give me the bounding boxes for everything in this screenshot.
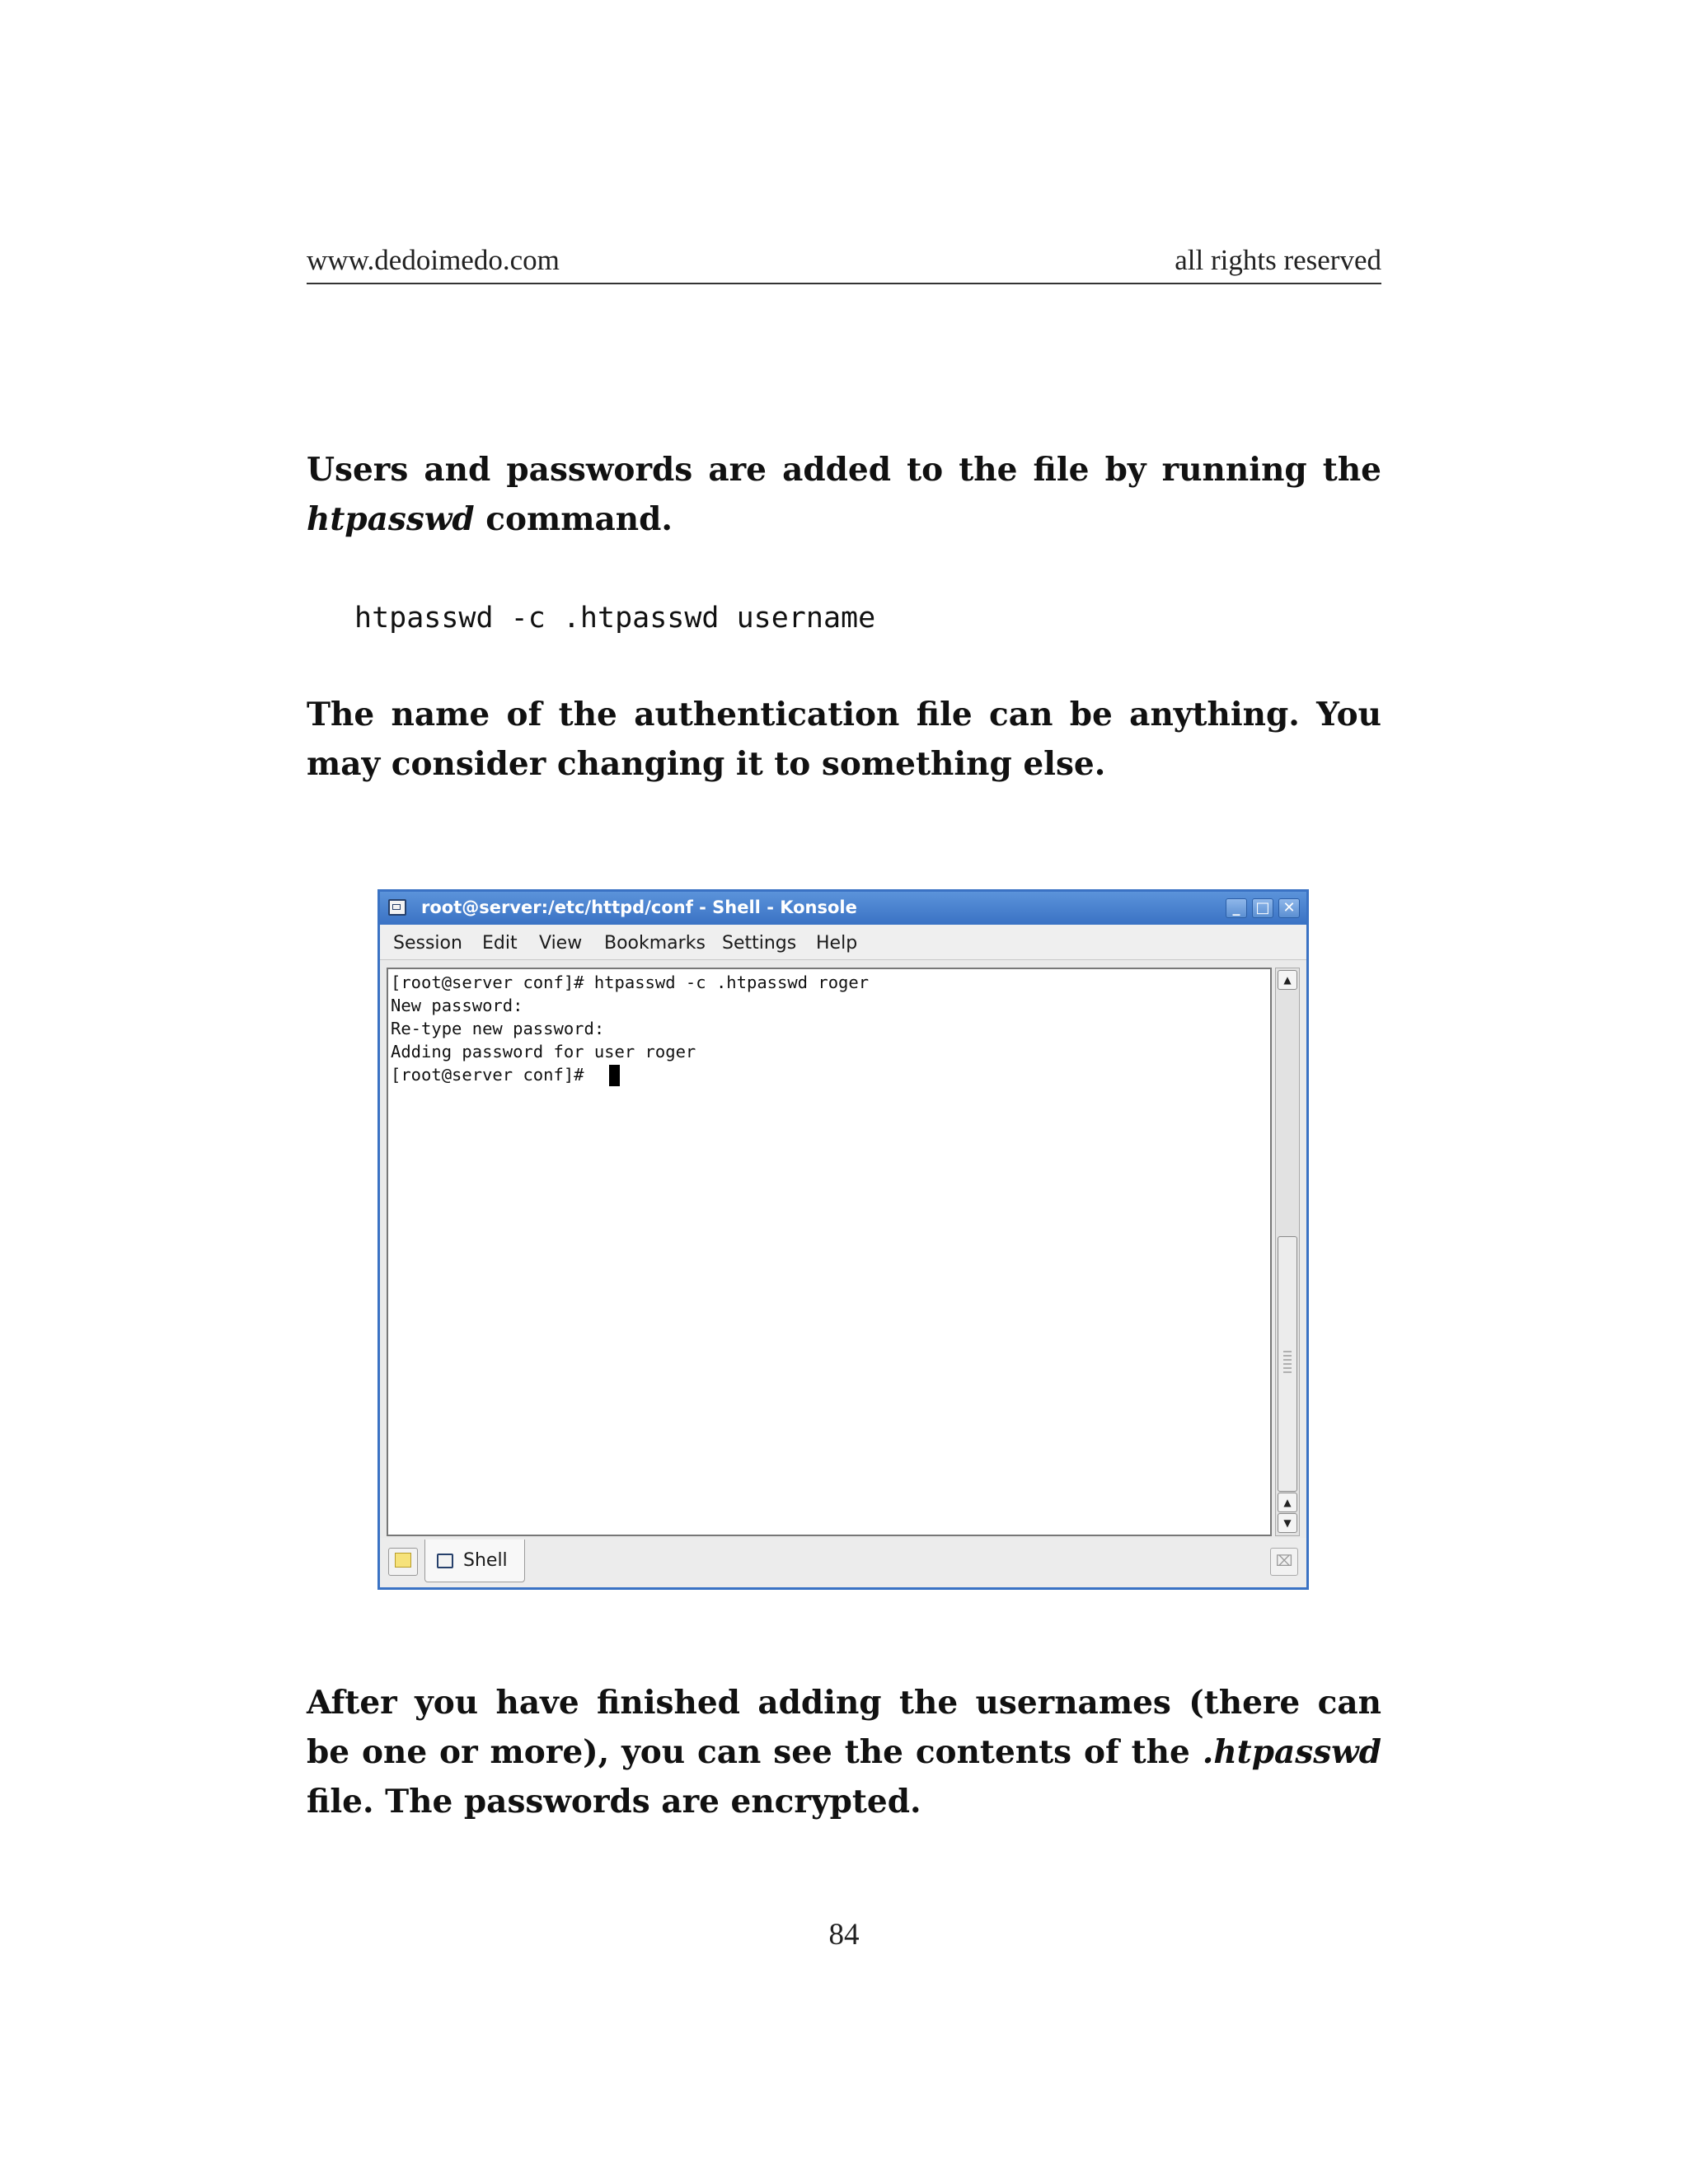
minimize-button[interactable]: _	[1226, 898, 1247, 918]
header-rights: all rights reserved	[1175, 244, 1381, 276]
konsole-window	[377, 889, 1309, 1590]
terminal-cursor	[609, 1065, 620, 1086]
menu-bookmarks[interactable]: Bookmarks	[604, 933, 706, 954]
paragraph-intro	[307, 445, 1381, 544]
tab-label: Shell	[463, 1550, 508, 1571]
terminal-icon	[437, 1554, 453, 1568]
tab-shell[interactable]	[424, 1540, 525, 1582]
vertical-scrollbar[interactable]	[1275, 968, 1300, 1536]
paragraph-intro-text: Users and passwords are added to the file by running the	[307, 451, 1381, 489]
htpasswd-term: htpasswd	[307, 500, 475, 538]
terminal-line: Adding password for user roger	[391, 1042, 696, 1062]
close-button[interactable]: ✕	[1278, 898, 1300, 918]
window-titlebar[interactable]	[380, 892, 1306, 925]
window-title: root@server:/etc/httpd/conf - Shell - Konsole	[421, 898, 857, 917]
terminal-line: Re-type new password:	[391, 1019, 605, 1038]
maximize-button[interactable]: □	[1252, 898, 1273, 918]
menu-session[interactable]: Session	[393, 933, 462, 954]
page-number: 84	[828, 1918, 860, 1952]
paragraph-intro-text-end: command.	[474, 500, 673, 538]
paragraph-after-text: After you have finished adding the usernames (there can be one or more), you can see the contents of the	[307, 1684, 1381, 1771]
tab-bar	[380, 1538, 1306, 1587]
new-session-button[interactable]	[388, 1548, 418, 1576]
close-session-icon[interactable]: ⌧	[1270, 1548, 1298, 1576]
menu-bar	[380, 925, 1306, 960]
scroll-down-icon[interactable]: ▼	[1278, 1513, 1297, 1533]
terminal-area[interactable]	[387, 968, 1272, 1536]
terminal-line: [root@server conf]# htpasswd -c .htpasswd roger	[391, 972, 870, 992]
paragraph-after	[307, 1678, 1381, 1826]
htpasswd-file-term: .htpasswd	[1202, 1733, 1381, 1771]
paragraph-filename: The name of the authentication file can be anything. You may consider changing it to something else.	[307, 696, 1381, 783]
command-example: htpasswd -c .htpasswd username	[354, 602, 876, 635]
terminal-icon	[388, 899, 406, 916]
menu-view[interactable]: View	[539, 933, 583, 954]
menu-settings[interactable]: Settings	[722, 933, 797, 954]
terminal-line: New password:	[391, 996, 523, 1015]
grip-icon	[1283, 1351, 1292, 1374]
paragraph-after-text-end: file. The passwords are encrypted.	[307, 1783, 921, 1821]
header-rule	[307, 283, 1381, 284]
menu-help[interactable]: Help	[816, 933, 858, 954]
terminal-prompt: [root@server conf]#	[391, 1065, 594, 1085]
menu-edit[interactable]: Edit	[482, 933, 518, 954]
scroll-thumb[interactable]	[1278, 1236, 1297, 1492]
header-site-url: www.dedoimedo.com	[307, 244, 560, 276]
scroll-up-icon[interactable]: ▲	[1278, 970, 1297, 990]
scroll-up-small-icon[interactable]: ▲	[1278, 1493, 1297, 1512]
